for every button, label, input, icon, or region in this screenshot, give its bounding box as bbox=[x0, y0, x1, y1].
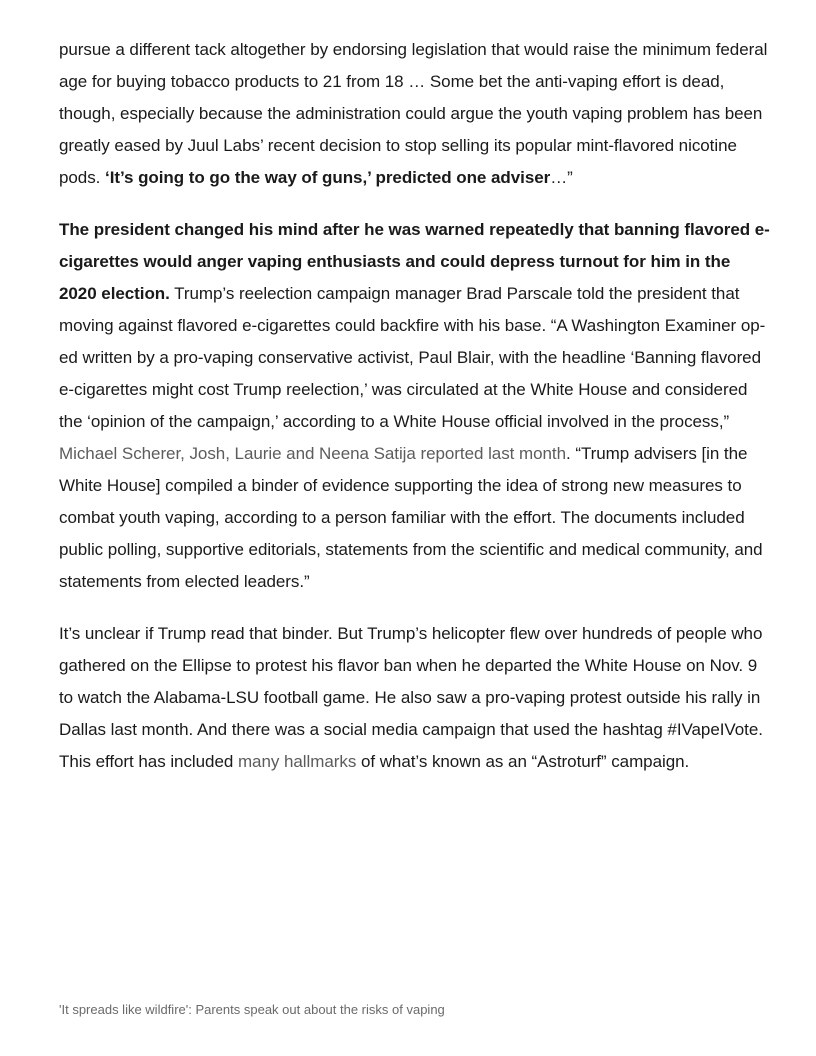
paragraph-text: of what’s known as an “Astroturf” campaign. bbox=[356, 752, 690, 771]
paragraph-text: …” bbox=[550, 168, 573, 187]
bold-quote: ‘It’s going to go the way of guns,’ predicted one adviser bbox=[105, 168, 551, 187]
paragraph-text: Trump’s reelection campaign manager Brad Parscale told the president that moving against flavored e-cigarettes could backfire with his base. “A Washington Examiner op-ed written by a pro-vaping conservative activist, Paul Blair, with the headline ‘Banning flavored e-cigarettes might cost Trump reelection,’ was circulated at the White House and considered the ‘opinion of the campaign,’ according to a White House official involved in the process,” bbox=[59, 284, 766, 431]
bold-lead: The president changed his mind after he was warned repeatedly that banning flavored e-cigarettes would anger vaping enthusiasts and could depress turnout for him in the 2020 election. bbox=[59, 220, 770, 303]
paragraph-text: . “Trump advisers [in the White House] compiled a binder of evidence supporting the idea of strong new measures to combat youth vaping, according to a person familiar with the effort. The documents included public polling, supportive editorials, statements from the scientific and medical community, and statements from elected leaders.” bbox=[59, 444, 763, 591]
article-body bbox=[59, 34, 771, 798]
paragraph-text: It’s unclear if Trump read that binder. But Trump’s helicopter flew over hundreds of people who gathered on the Ellipse to protest his flavor ban when he departed the White House on Nov. 9 to watch the Alabama-LSU football game. He also saw a pro-vaping protest outside his rally in Dallas last month. And there was a social media campaign that used the hashtag #IVapeIVote. This effort has included bbox=[59, 624, 763, 771]
paragraph-3 bbox=[59, 618, 771, 778]
source-link-scherer[interactable]: Michael Scherer, Josh, Laurie and Neena Satija reported last month bbox=[59, 444, 566, 463]
paragraph-1 bbox=[59, 34, 771, 194]
paragraph-2 bbox=[59, 214, 771, 598]
paragraph-text: pursue a different tack altogether by endorsing legislation that would raise the minimum federal age for buying tobacco products to 21 from 18 … Some bet the anti-vaping effort is dead, though, especially because the administration could argue the youth vaping problem has been greatly eased by Juul Labs’ recent decision to stop selling its popular mint-flavored nicotine pods. bbox=[59, 40, 768, 187]
many-hallmarks-link[interactable]: many hallmarks bbox=[237, 752, 357, 771]
video-caption[interactable]: 'It spreads like wildfire': Parents speak out about the risks of vaping bbox=[59, 1002, 445, 1017]
